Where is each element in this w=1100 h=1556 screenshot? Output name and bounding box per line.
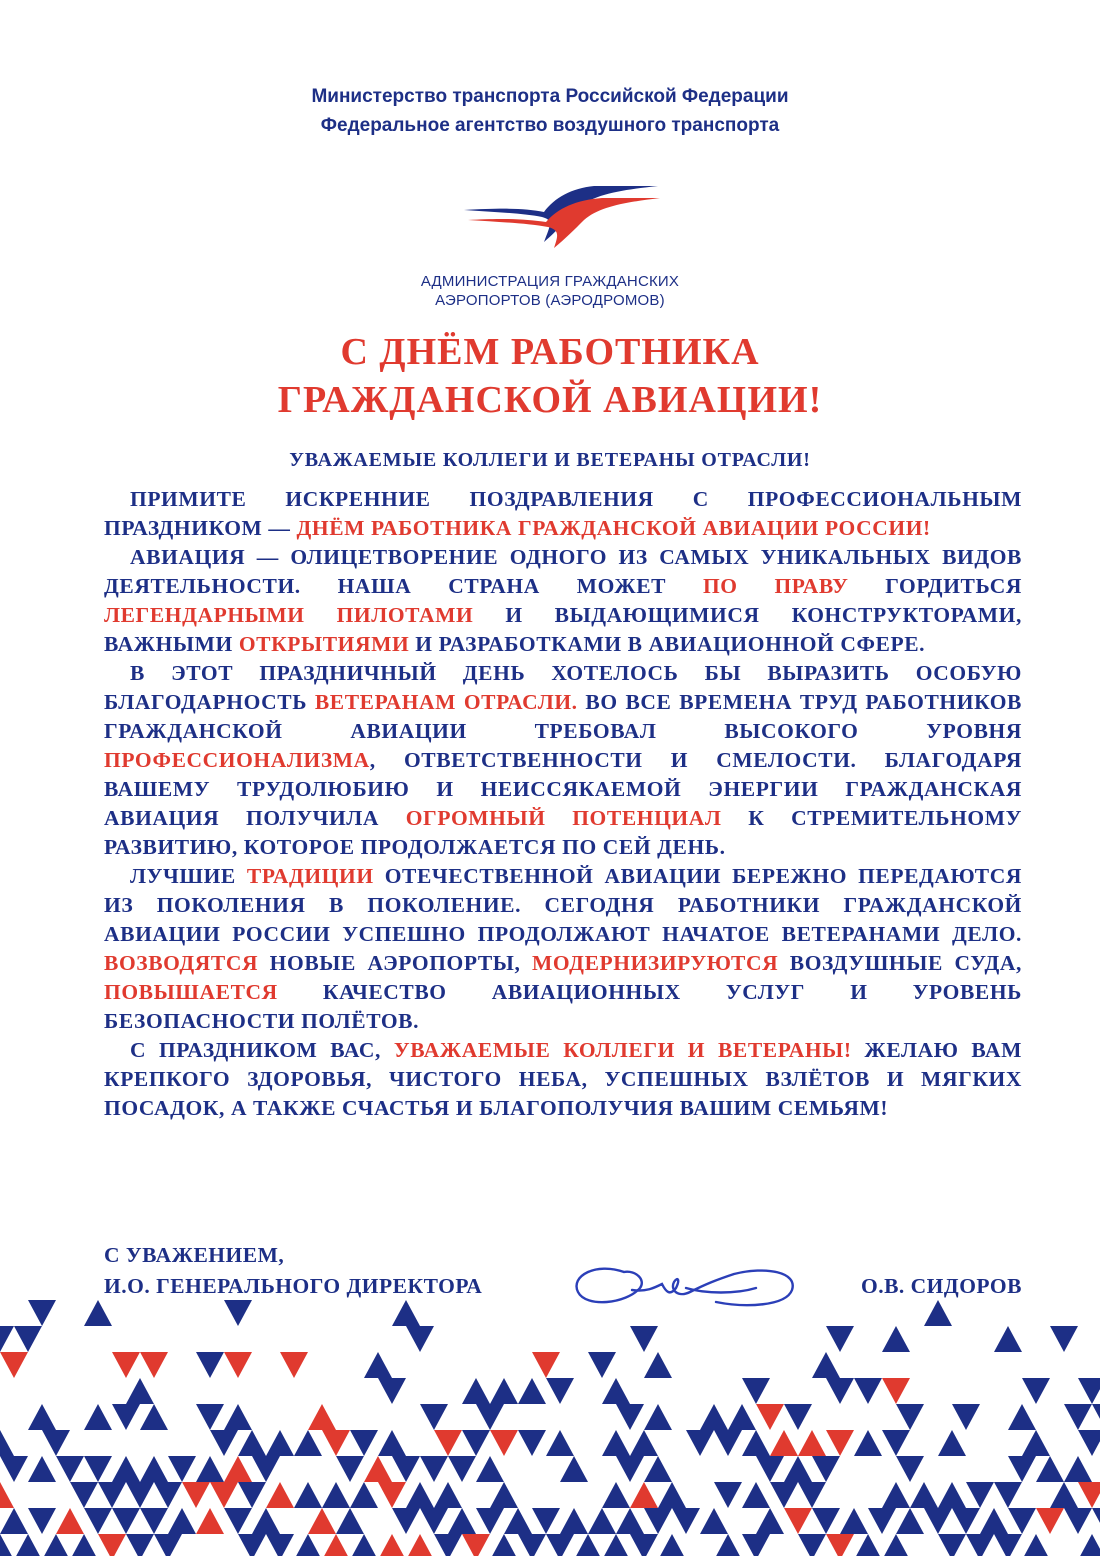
paragraph-text: К СТРЕМИТЕЛЬНОМУ РАЗВИТИЮ, КОТОРОЕ ПРОДОЛЖАЕТСЯ ПО СЕЙ ДЕНЬ. <box>104 806 1022 859</box>
mosaic-triangle <box>546 1430 574 1456</box>
mosaic-triangle <box>826 1378 854 1404</box>
highlighted-text: ЛЕГЕНДАРНЫМИ ПИЛОТАМИ <box>104 603 474 627</box>
mosaic-triangle <box>630 1534 658 1556</box>
mosaic-triangle <box>798 1430 826 1456</box>
mosaic-triangle <box>756 1456 784 1482</box>
mosaic-triangle <box>896 1456 924 1482</box>
mosaic-triangle <box>196 1404 224 1430</box>
mosaic-triangle <box>42 1534 70 1556</box>
mosaic-triangle <box>14 1326 42 1352</box>
mosaic-triangle <box>84 1404 112 1430</box>
mosaic-triangle <box>882 1326 910 1352</box>
mosaic-triangle <box>462 1534 490 1556</box>
mosaic-triangle <box>868 1508 896 1534</box>
administration-caption <box>0 272 1100 310</box>
mosaic-triangle <box>1050 1482 1078 1508</box>
mosaic-triangle <box>812 1352 840 1378</box>
paragraph-text: , ОТВЕТСТВЕННОСТИ И СМЕЛОСТИ. БЛАГОДАРЯ ВАШЕМУ ТРУДОЛЮБИЮ И НЕИССЯКАЕМОЙ ЭНЕРГИИ ГРАЖДАНСКАЯ АВИАЦИЯ ПОЛУЧИЛА <box>104 748 1022 830</box>
mosaic-triangle <box>938 1534 966 1556</box>
mosaic-triangle <box>882 1534 910 1556</box>
mosaic-triangle <box>924 1300 952 1326</box>
mosaic-triangle <box>420 1508 448 1534</box>
admin-line: АДМИНИСТРАЦИЯ ГРАЖДАНСКИХ <box>420 273 680 290</box>
letter-paragraph <box>104 485 1022 543</box>
mosaic-triangle <box>0 1482 14 1508</box>
mosaic-triangle <box>756 1404 784 1430</box>
page-title <box>0 328 1100 424</box>
mosaic-triangle <box>1036 1508 1064 1534</box>
agency-line: Федеральное агентство воздушного транспорта <box>320 115 780 136</box>
mosaic-triangle <box>294 1534 322 1556</box>
mosaic-triangle <box>896 1404 924 1430</box>
mosaic-triangle <box>406 1482 434 1508</box>
paragraph-text: ЖЕЛАЮ ВАМ КРЕПКОГО ЗДОРОВЬЯ, ЧИСТОГО НЕБА, УСПЕШНЫХ ВЗЛЁТОВ И МЯГКИХ ПОСАДОК, А ТАКЖЕ СЧАСТЬЯ И БЛАГОПОЛУЧИЯ ВАШИМ СЕМЬЯМ! <box>104 1038 1022 1120</box>
letter-paragraph <box>104 862 1022 1036</box>
admin-line: АЭРОПОРТОВ (АЭРОДРОМОВ) <box>435 292 665 309</box>
mosaic-triangle <box>154 1534 182 1556</box>
mosaic-triangle <box>322 1482 350 1508</box>
mosaic-triangle <box>14 1534 42 1556</box>
mosaic-triangle <box>924 1508 952 1534</box>
mosaic-triangle <box>742 1378 770 1404</box>
mosaic-triangle <box>420 1404 448 1430</box>
mosaic-triangle <box>154 1482 182 1508</box>
mosaic-triangle <box>854 1534 882 1556</box>
mosaic-triangle <box>812 1456 840 1482</box>
mosaic-triangle <box>630 1430 658 1456</box>
mosaic-triangle <box>616 1508 644 1534</box>
mosaic-triangle <box>518 1378 546 1404</box>
mosaic-triangle <box>28 1456 56 1482</box>
mosaic-triangle <box>294 1482 322 1508</box>
mosaic-triangle <box>322 1430 350 1456</box>
mosaic-triangle <box>98 1534 126 1556</box>
mosaic-triangle <box>336 1508 364 1534</box>
signature-block <box>104 1240 1022 1302</box>
mosaic-triangle <box>1064 1404 1092 1430</box>
mosaic-triangle <box>336 1456 364 1482</box>
mosaic-triangle <box>392 1456 420 1482</box>
mosaic-triangle <box>266 1430 294 1456</box>
mosaic-triangle <box>966 1534 994 1556</box>
paragraph-text: И РАЗРАБОТКАМИ В АВИАЦИОННОЙ СФЕРЕ. <box>409 632 926 656</box>
mosaic-triangle <box>770 1482 798 1508</box>
mosaic-triangle <box>1078 1482 1100 1508</box>
mosaic-triangle <box>0 1326 14 1352</box>
mosaic-triangle <box>84 1456 112 1482</box>
mosaic-triangle <box>448 1456 476 1482</box>
mosaic-triangle <box>0 1456 28 1482</box>
mosaic-triangle <box>644 1508 672 1534</box>
mosaic-triangle <box>714 1430 742 1456</box>
mosaic-triangle <box>644 1352 672 1378</box>
mosaic-triangle <box>182 1482 210 1508</box>
mosaic-triangle <box>238 1534 266 1556</box>
highlighted-text: ПО ПРАВУ <box>702 574 849 598</box>
mosaic-triangle <box>588 1352 616 1378</box>
ministry-line: Министерство транспорта Российской Федерации <box>311 86 789 107</box>
mosaic-triangle <box>476 1456 504 1482</box>
mosaic-triangle <box>658 1482 686 1508</box>
title-line: С ДНЁМ РАБОТНИКА <box>340 331 760 373</box>
paragraph-text: ЛУЧШИЕ <box>130 864 247 888</box>
letter-paragraph <box>104 543 1022 659</box>
mosaic-triangle <box>994 1534 1022 1556</box>
mosaic-triangle <box>826 1326 854 1352</box>
mosaic-triangle <box>56 1508 84 1534</box>
paragraph-text: С ПРАЗДНИКОМ ВАС, <box>130 1038 394 1062</box>
mosaic-triangle <box>392 1508 420 1534</box>
mosaic-triangle <box>770 1430 798 1456</box>
mosaic-triangle <box>784 1404 812 1430</box>
mosaic-triangle <box>966 1482 994 1508</box>
highlighted-text: ПРОФЕССИОНАЛИЗМА <box>104 748 370 772</box>
highlighted-text: ВЕТЕРАНАМ ОТРАСЛИ. <box>314 690 578 714</box>
paragraph-text: ОТЕЧЕСТВЕННОЙ АВИАЦИИ БЕРЕЖНО ПЕРЕДАЮТСЯ ИЗ ПОКОЛЕНИЯ В ПОКОЛЕНИЕ. СЕГОДНЯ РАБОТНИКИ ГРАЖДАНСКОЙ АВИАЦИИ РОССИИ УСПЕШНО ПРОДОЛЖАЮТ НАЧАТОЕ ВЕТЕРАНАМИ ДЕЛО. <box>104 864 1023 946</box>
mosaic-triangle <box>714 1534 742 1556</box>
mosaic-triangle <box>434 1534 462 1556</box>
mosaic-triangle <box>364 1352 392 1378</box>
mosaic-triangle <box>434 1430 462 1456</box>
mosaic-triangle <box>350 1430 378 1456</box>
mosaic-triangle <box>462 1430 490 1456</box>
mosaic-triangle <box>952 1404 980 1430</box>
greeting: УВАЖАЕМЫЕ КОЛЛЕГИ И ВЕТЕРАНЫ ОТРАСЛИ! <box>289 449 811 471</box>
paragraph-text: В ЭТОТ ПРАЗДНИЧНЫЙ ДЕНЬ ХОТЕЛОСЬ БЫ ВЫРАЗИТЬ ОСОБУЮ БЛАГОДАРНОСТЬ <box>104 661 1022 714</box>
mosaic-triangle <box>70 1534 98 1556</box>
mosaic-triangle <box>224 1352 252 1378</box>
mosaic-triangle <box>126 1534 154 1556</box>
mosaic-triangle <box>532 1508 560 1534</box>
mosaic-triangle <box>1022 1378 1050 1404</box>
mosaic-triangle <box>84 1300 112 1326</box>
mosaic-triangle <box>518 1430 546 1456</box>
mosaic-triangle <box>882 1430 910 1456</box>
mosaic-triangle <box>952 1508 980 1534</box>
mosaic-triangle <box>308 1508 336 1534</box>
mosaic-triangle <box>238 1430 266 1456</box>
mosaic-triangle <box>294 1430 322 1456</box>
ministry-header <box>0 82 1100 140</box>
mosaic-triangle <box>378 1430 406 1456</box>
mosaic-triangle <box>910 1482 938 1508</box>
highlighted-text: ТРАДИЦИИ <box>246 864 374 888</box>
mosaic-triangle <box>840 1508 868 1534</box>
title-line: ГРАЖДАНСКОЙ АВИАЦИИ! <box>277 379 823 421</box>
mosaic-triangle <box>42 1430 70 1456</box>
mosaic-triangle <box>658 1534 686 1556</box>
mosaic-triangle <box>462 1378 490 1404</box>
mosaic-triangle <box>252 1508 280 1534</box>
mosaic-triangle <box>1078 1430 1100 1456</box>
mosaic-triangle <box>602 1430 630 1456</box>
mosaic-triangle <box>378 1482 406 1508</box>
mosaic-triangle <box>252 1456 280 1482</box>
mosaic-triangle <box>126 1482 154 1508</box>
mosaic-triangle <box>1092 1508 1100 1534</box>
mosaic-triangle <box>882 1378 910 1404</box>
highlighted-text: ВОЗВОДЯТСЯ <box>104 951 259 975</box>
mosaic-triangle <box>140 1352 168 1378</box>
triangle-mosaic-pattern <box>0 1300 1100 1556</box>
mosaic-triangle <box>1078 1534 1100 1556</box>
mosaic-triangle <box>672 1508 700 1534</box>
mosaic-triangle <box>56 1456 84 1482</box>
mosaic-triangle <box>1008 1404 1036 1430</box>
mosaic-triangle <box>70 1482 98 1508</box>
mosaic-triangle <box>644 1456 672 1482</box>
mosaic-triangle <box>798 1482 826 1508</box>
mosaic-triangle <box>560 1456 588 1482</box>
mosaic-triangle <box>686 1430 714 1456</box>
letter-paragraph <box>104 1036 1022 1123</box>
paragraph-text: ГОРДИТЬСЯ <box>848 574 1022 598</box>
mosaic-triangle <box>140 1508 168 1534</box>
mosaic-triangle <box>280 1352 308 1378</box>
mosaic-triangle <box>28 1508 56 1534</box>
mosaic-triangle <box>434 1482 462 1508</box>
highlighted-text: ОТКРЫТИЯМИ <box>238 632 410 656</box>
mosaic-triangle <box>938 1482 966 1508</box>
mosaic-triangle <box>196 1508 224 1534</box>
mosaic-triangle <box>714 1482 742 1508</box>
paragraph-text: ПРИМИТЕ ИСКРЕННИЕ ПОЗДРАВЛЕНИЯ С ПРОФЕССИОНАЛЬНЫМ ПРАЗДНИКОМ — <box>104 487 1022 540</box>
mosaic-triangle <box>1078 1378 1100 1404</box>
mosaic-triangle <box>602 1482 630 1508</box>
mosaic-triangle <box>266 1482 294 1508</box>
mosaic-triangle <box>616 1404 644 1430</box>
mosaic-triangle <box>28 1404 56 1430</box>
regards-text: С УВАЖЕНИЕМ, <box>104 1243 285 1267</box>
mosaic-triangle <box>490 1482 518 1508</box>
mosaic-triangle <box>546 1534 574 1556</box>
mosaic-triangle <box>308 1404 336 1430</box>
mosaic-triangle <box>112 1404 140 1430</box>
mosaic-triangle <box>168 1508 196 1534</box>
mosaic-triangle <box>784 1508 812 1534</box>
mosaic-triangle <box>1092 1404 1100 1430</box>
mosaic-triangle <box>882 1482 910 1508</box>
mosaic-triangle <box>756 1508 784 1534</box>
mosaic-triangle <box>854 1430 882 1456</box>
mosaic-triangle <box>700 1404 728 1430</box>
mosaic-triangle <box>1036 1456 1064 1482</box>
mosaic-triangle <box>224 1456 252 1482</box>
mosaic-triangle <box>896 1508 924 1534</box>
mosaic-triangle <box>546 1378 574 1404</box>
mosaic-triangle <box>210 1430 238 1456</box>
mosaic-triangle <box>378 1378 406 1404</box>
mosaic-triangle <box>574 1534 602 1556</box>
highlighted-text: ДНЁМ РАБОТНИКА ГРАЖДАНСКОЙ АВИАЦИИ РОССИИ! <box>296 516 931 540</box>
mosaic-triangle <box>322 1534 350 1556</box>
mosaic-triangle <box>112 1508 140 1534</box>
mosaic-triangle <box>728 1404 756 1430</box>
mosaic-triangle <box>588 1508 616 1534</box>
letter-body <box>104 485 1022 1123</box>
mosaic-triangle <box>560 1508 588 1534</box>
mosaic-triangle <box>616 1456 644 1482</box>
mosaic-triangle <box>490 1430 518 1456</box>
mosaic-triangle <box>630 1482 658 1508</box>
mosaic-triangle <box>420 1456 448 1482</box>
paragraph-text: НОВЫЕ АЭРОПОРТЫ, <box>258 951 533 975</box>
mosaic-triangle <box>224 1508 252 1534</box>
mosaic-triangle <box>1022 1430 1050 1456</box>
mosaic-triangle <box>378 1534 406 1556</box>
mosaic-triangle <box>476 1508 504 1534</box>
mosaic-triangle <box>938 1430 966 1456</box>
mosaic-triangle <box>1050 1326 1078 1352</box>
highlighted-text: ПОВЫШАЕТСЯ <box>104 980 278 1004</box>
mosaic-triangle <box>742 1534 770 1556</box>
mosaic-triangle <box>490 1534 518 1556</box>
mosaic-triangle <box>0 1430 14 1456</box>
mosaic-triangle <box>700 1508 728 1534</box>
mosaic-triangle <box>784 1456 812 1482</box>
mosaic-triangle <box>112 1456 140 1482</box>
highlighted-text: МОДЕРНИЗИРУЮТСЯ <box>532 951 779 975</box>
mosaic-triangle <box>266 1534 294 1556</box>
mosaic-triangle <box>518 1534 546 1556</box>
mosaic-triangle <box>364 1456 392 1482</box>
mosaic-triangle <box>406 1326 434 1352</box>
mosaic-triangle <box>0 1352 28 1378</box>
mosaic-triangle <box>448 1508 476 1534</box>
mosaic-triangle <box>980 1508 1008 1534</box>
mosaic-triangle <box>742 1430 770 1456</box>
mosaic-triangle <box>854 1378 882 1404</box>
paragraph-text: ВОЗДУШНЫЕ СУДА, <box>778 951 1022 975</box>
mosaic-triangle <box>602 1378 630 1404</box>
mosaic-triangle <box>224 1300 252 1326</box>
wings-logo-icon <box>462 180 662 250</box>
mosaic-triangle <box>112 1352 140 1378</box>
mosaic-triangle <box>168 1456 196 1482</box>
mosaic-triangle <box>126 1378 154 1404</box>
mosaic-triangle <box>140 1456 168 1482</box>
mosaic-triangle <box>532 1352 560 1378</box>
mosaic-triangle <box>392 1300 420 1326</box>
mosaic-triangle <box>826 1430 854 1456</box>
letter-paragraph <box>104 659 1022 862</box>
highlighted-text: ОГРОМНЫЙ ПОТЕНЦИАЛ <box>405 806 722 830</box>
mosaic-triangle <box>812 1508 840 1534</box>
paragraph-text: ВО ВСЕ ВРЕМЕНА ТРУД РАБОТНИКОВ ГРАЖДАНСКОЙ АВИАЦИИ ТРЕБОВАЛ ВЫСОКОГО УРОВНЯ <box>104 690 1022 743</box>
mosaic-triangle <box>196 1456 224 1482</box>
mosaic-triangle <box>602 1534 630 1556</box>
mosaic-triangle <box>644 1404 672 1430</box>
mosaic-triangle <box>0 1508 28 1534</box>
mosaic-triangle <box>1064 1456 1092 1482</box>
mosaic-triangle <box>0 1534 14 1556</box>
paragraph-text: АВИАЦИЯ — ОЛИЦЕТВОРЕНИЕ ОДНОГО ИЗ САМЫХ УНИКАЛЬНЫХ ВИДОВ ДЕЯТЕЛЬНОСТИ. НАША СТРАНА МОЖЕТ <box>104 545 1022 598</box>
mosaic-triangle <box>504 1508 532 1534</box>
paragraph-text: И ВЫДАЮЩИМИСЯ КОНСТРУКТОРАМИ, ВАЖНЫМИ <box>104 603 1022 656</box>
mosaic-triangle <box>84 1508 112 1534</box>
mosaic-triangle <box>350 1482 378 1508</box>
mosaic-triangle <box>1064 1508 1092 1534</box>
mosaic-triangle <box>1022 1534 1050 1556</box>
mosaic-triangle <box>196 1352 224 1378</box>
mosaic-triangle <box>826 1534 854 1556</box>
mosaic-triangle <box>98 1482 126 1508</box>
mosaic-triangle <box>994 1482 1022 1508</box>
mosaic-triangle <box>476 1404 504 1430</box>
mosaic-triangle <box>994 1326 1022 1352</box>
mosaic-triangle <box>1008 1456 1036 1482</box>
mosaic-triangle <box>798 1534 826 1556</box>
mosaic-triangle <box>406 1534 434 1556</box>
highlighted-text: УВАЖАЕМЫЕ КОЛЛЕГИ И ВЕТЕРАНЫ! <box>393 1038 852 1062</box>
mosaic-triangle <box>210 1482 238 1508</box>
mosaic-triangle <box>490 1378 518 1404</box>
mosaic-triangle <box>630 1326 658 1352</box>
mosaic-triangle <box>238 1482 266 1508</box>
mosaic-triangle <box>140 1404 168 1430</box>
mosaic-triangle <box>1008 1508 1036 1534</box>
position-text: И.О. ГЕНЕРАЛЬНОГО ДИРЕКТОРА <box>104 1274 483 1298</box>
mosaic-triangle <box>742 1482 770 1508</box>
paragraph-text: КАЧЕСТВО АВИАЦИОННЫХ УСЛУГ И УРОВЕНЬ БЕЗОПАСНОСТИ ПОЛЁТОВ. <box>104 980 1022 1033</box>
mosaic-triangle <box>28 1300 56 1326</box>
signatory-name: О.В. СИДОРОВ <box>860 1274 1022 1298</box>
mosaic-triangle <box>350 1534 378 1556</box>
mosaic-triangle <box>224 1404 252 1430</box>
